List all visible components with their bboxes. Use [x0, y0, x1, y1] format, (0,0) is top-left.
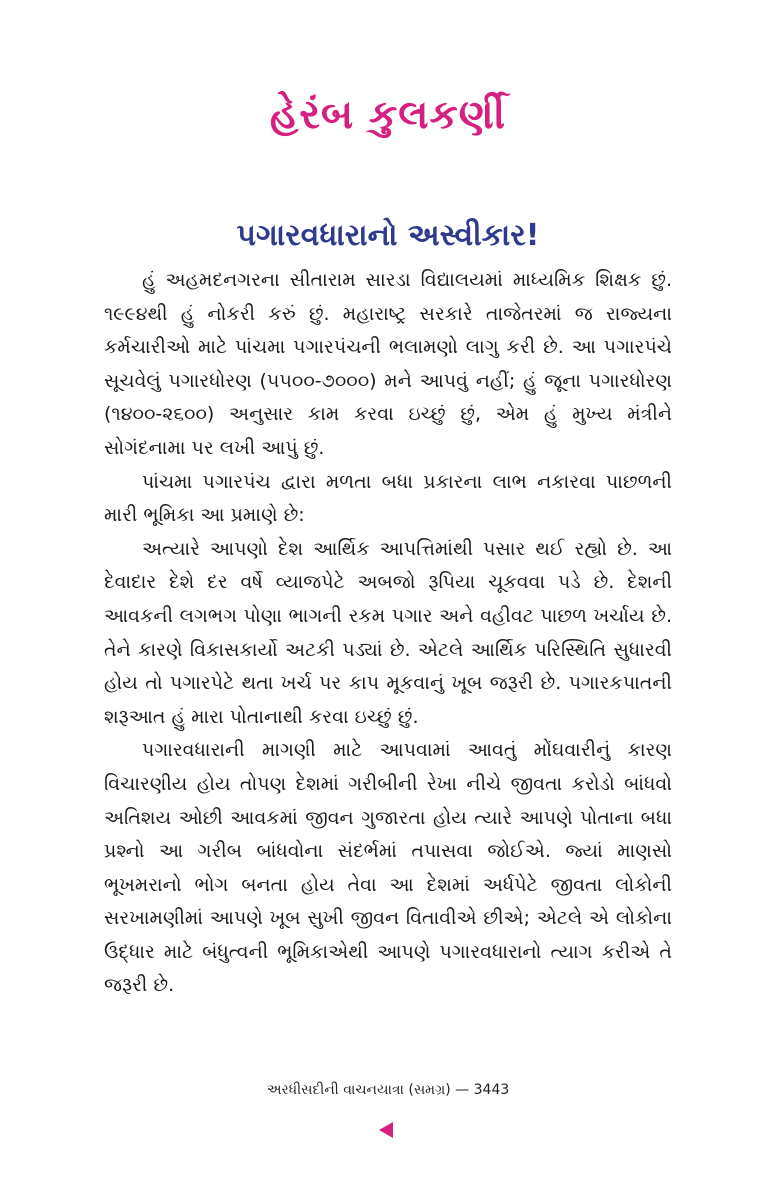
paragraph: પગારવધારાની માગણી માટે આપવામાં આવતું મોંઘવારીનું કારણ વિચારણીય હોય તોપણ દેશમાં ગરીબીની રેખા નીચે જીવતા કરોડો બાંધવો અતિશય ઓછી આવકમાં જીવન ગુજારતા હોય ત્યારે આપણે પોતાના બધા પ્રશ્નો આ ગરીબ બાંધવોના સંદર્ભમાં તપાસવા જોઈએ. જ્યાં માણસો ભૂખમરાનો ભોગ બનતા હોય તેવા આ દેશમાં અર્ધપેટે જીવતા લોકોની સરખામણીમાં આપણે ખૂબ સુખી જીવન વિતાવીએ છીએ; એટલે એ લોકોના ઉદ્ધાર માટે બંધુત્વની ભૂમિકાએથી આપણે પગારવધારાનો ત્યાગ કરીએ તે જરૂરી છે.	[104, 739, 672, 997]
previous-page-arrow-icon[interactable]	[379, 1122, 393, 1138]
article-title: પગારવધારાનો અસ્વીકાર!	[236, 218, 540, 253]
page-footer: અરધીસદીની વાચનયાત્રા (સમગ્ર) — 3443	[266, 1082, 510, 1098]
paragraph: અત્યારે આપણો દેશ આર્થિક આપત્તિમાંથી પસાર થઈ રહ્યો છે. આ દેવાદાર દેશે દર વર્ષે વ્યાજપેટે અબજો રૂપિયા ચૂકવવા પડે છે. દેશની આવકની લગભગ પોણા ભાગની રકમ પગાર અને વહીવટ પાછળ ખર્ચાય છે. તેને કારણે વિકાસકાર્યો અટકી પડ્યાં છે. એટલે આર્થિક પરિસ્થિતિ સુધારવી હોય તો પગારપેટે થતા ખર્ચ પર કાપ મૂકવાનું ખૂબ જરૂરી છે. પગારકપાતની શરૂઆત હું મારા પોતાનાથી કરવા ઇચ્છું છું.	[104, 537, 672, 728]
paragraph: હું અહમદનગરના સીતારામ સારડા વિદ્યાલયમાં માધ્યમિક શિક્ષક છું. ૧૯૯૪થી હું નોકરી કરું છું. મહારાષ્ટ્ર સરકારે તાજેતરમાં જ રાજ્યના કર્મચારીઓ માટે પાંચમા પગારપંચની ભલામણો લાગુ કરી છે. આ પગારપંચે સૂચવેલું પગારધોરણ (૫૫૦૦-૭૦૦૦) મને આપવું નહીં; હું જૂના પગારધોરણ (૧૪૦૦-૨૬૦૦) અનુસાર કામ કરવા ઇચ્છું છું, એમ હું મુખ્ય મંત્રીને સોગંદનામા પર લખી આપું છું.	[104, 269, 672, 459]
paragraph: પાંચમા પગારપંચ દ્વારા મળતા બધા પ્રકારના લાભ નકારવા પાછળની મારી ભૂમિકા આ પ્રમાણે છે:	[104, 470, 672, 527]
author-name: હેરંબ કુલકર્ણી	[269, 92, 507, 138]
article-body	[104, 264, 672, 1003]
